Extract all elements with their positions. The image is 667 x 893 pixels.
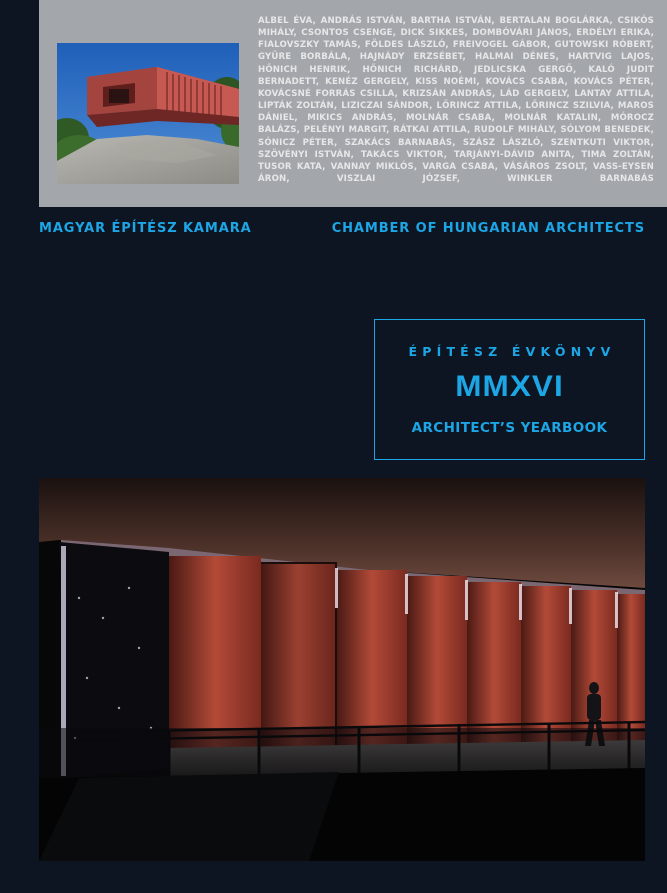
yearbook-title-english: ARCHITECT’S YEARBOOK <box>411 420 608 436</box>
building-thumbnail-photo <box>57 43 239 184</box>
architect-names-list: ALBEL ÉVA, ANDRÁS ISTVÁN, BARTHA ISTVÁN, BERTALAN BOGLÁRKA, CSIKÓS MIHÁLY, CSONTOS CSENGE, DICK SIKKES, DOMBÓVÁRI JÁNOS, ERDÉLYI ERIKA, FIALOVSZKY TAMÁS, FÖLDES LÁSZLÓ, FREIVOGEL GÁBOR, GUTOWSKI RÓBERT, GYÜRE BORBÁLA, HAJNÁDY ERZSÉBET, HALMAI DÉNES, HARTVIG LAJOS, HŐNICH HENRIK, HŐNICH RICHÁRD, JEDLICSKA GERGŐ, KALÓ JUDIT BERNADETT, KENÉZ GERGELY, KISS NOÉMI, KOVÁCS CSABA, KOVÁCS PÉTER, KOVÁCSNÉ FORRÁS CSILLA, KRIZSÁN ANDRÁS, LÁD GERGELY, LANTAY ATTILA, LIPTÁK ZOLTÁN, LIZICZAI SÁNDOR, LŐRINCZ ATTILA, LŐRINCZ SZILVIA, MAROS DÁNIEL, MIKICS ANDRÁS, MOLNÁR CSABA, MOLNÁR KATALIN, MÓROCZ BALÁZS, PELÉNYI MARGIT, RÁTKAI ATTILA, RUDOLF MIHÁLY, SÓLYOM BENEDEK, SÓNICZ PÉTER, SZAKÁCS BARNABÁS, SZÁSZ LÁSZLÓ, SZENTKUTI VIKTOR, SZÖVÉNYI ISTVÁN, TAKÁCS VIKTOR, TARJÁNYI-DÁVID ANITA, TIMA ZOLTÁN, TUSOR KATA, VANNAY MIKLÓS, VARGA CSABA, VÁSÁROS ZSOLT, VASS-EYSEN ÁRON, VISZLAI JÓZSEF, WINKLER BARNABÁS <box>258 16 654 185</box>
interior-columns-photo <box>39 478 645 861</box>
yearbook-year: MMXVI <box>455 370 564 403</box>
yearbook-title-box <box>374 319 645 460</box>
publisher-name-english: CHAMBER OF HUNGARIAN ARCHITECTS <box>331 221 645 236</box>
yearbook-title-hungarian: ÉPÍTÉSZ ÉVKÖNYV <box>408 344 616 359</box>
publisher-name-hungarian: MAGYAR ÉPÍTÉSZ KAMARA <box>39 221 252 236</box>
cover-top-band <box>39 0 667 207</box>
